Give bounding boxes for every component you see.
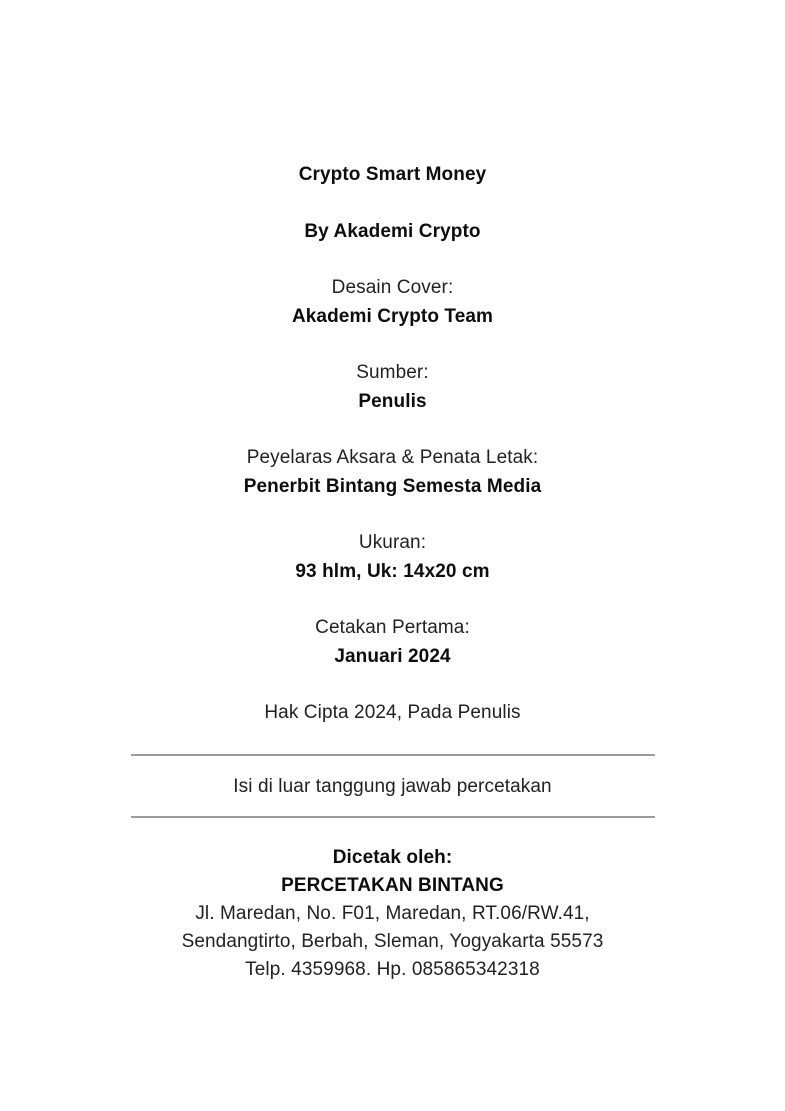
copyright-notice: Hak Cipta 2024, Pada Penulis [264, 702, 521, 723]
author-line: By Akademi Crypto [304, 221, 481, 242]
author-block [0, 217, 785, 246]
printer-heading: Dicetak oleh: [332, 847, 453, 868]
credit-block-editor-layout [0, 443, 785, 501]
credit-label-first-printing: Cetakan Pertama: [315, 617, 470, 638]
credit-label-size: Ukuran: [358, 532, 427, 553]
credit-block-first-printing [0, 613, 785, 671]
disclaimer-wrap [0, 756, 785, 816]
disclaimer-text: Isi di luar tanggung jawab percetakan [233, 776, 552, 797]
credit-value-first-printing: Januari 2024 [334, 646, 451, 667]
printer-address-line-2: Sendangtirto, Berbah, Sleman, Yogyakarta 55573 [181, 931, 604, 952]
printer-contact-line: Telp. 4359968. Hp. 085865342318 [245, 959, 540, 980]
copyright-block [0, 698, 785, 727]
credit-value-cover-design: Akademi Crypto Team [291, 306, 494, 327]
title-block [0, 160, 785, 189]
credit-block-size [0, 528, 785, 586]
disclaimer-region [0, 754, 785, 818]
credit-block-source [0, 358, 785, 416]
printer-address [0, 900, 785, 984]
book-title: Crypto Smart Money [298, 164, 487, 185]
credit-label-source: Sumber: [356, 362, 429, 383]
credit-value-editor-layout: Penerbit Bintang Semesta Media [243, 476, 542, 497]
credit-block-cover-design [0, 273, 785, 331]
printer-address-line-1: Jl. Maredan, No. F01, Maredan, RT.06/RW.41, [195, 903, 590, 924]
credit-value-source: Penulis [358, 391, 427, 412]
printer-block [0, 844, 785, 984]
printer-name: PERCETAKAN BINTANG [281, 875, 504, 896]
credit-value-size: 93 hlm, Uk: 14x20 cm [295, 561, 490, 582]
divider-rule-bottom [131, 816, 655, 818]
credit-label-cover-design: Desain Cover: [331, 277, 454, 298]
credit-label-editor-layout: Peyelaras Aksara & Penata Letak: [246, 447, 539, 468]
